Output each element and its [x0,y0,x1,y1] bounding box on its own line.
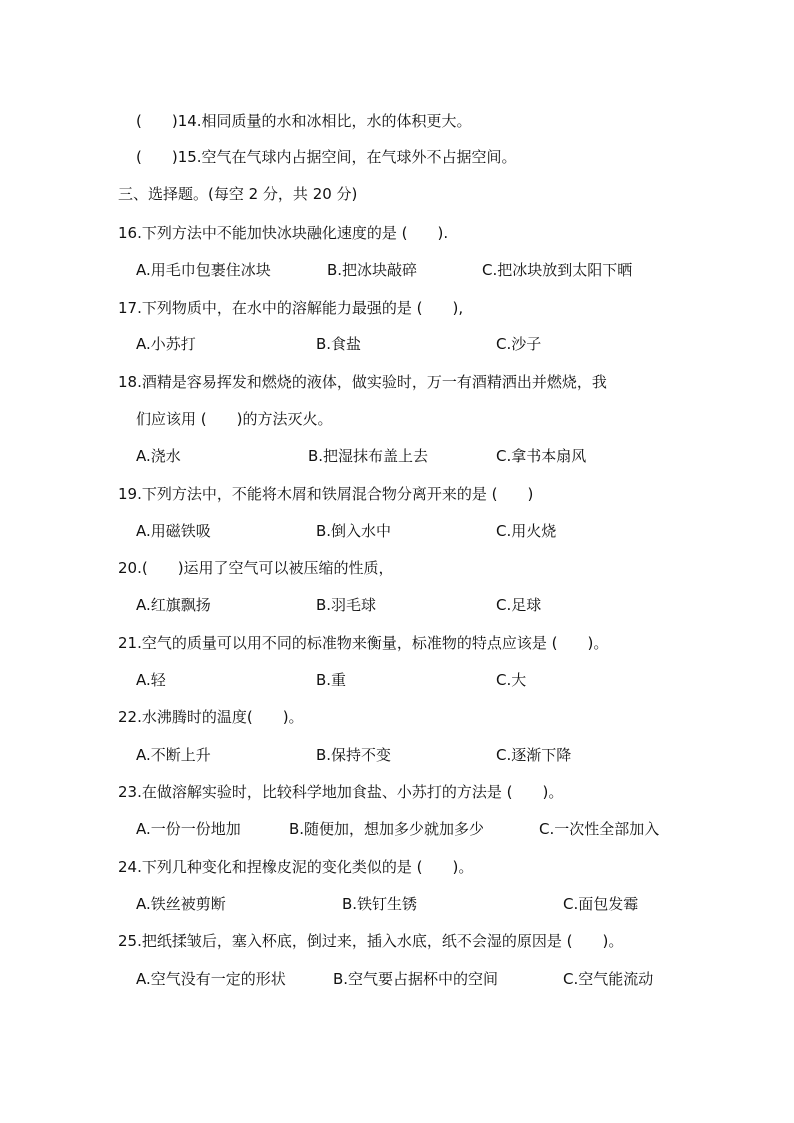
option-a: A.用毛巾包裹住冰块 [136,261,271,279]
option-a: A.一份一份地加 [136,820,241,838]
question-18-stem-line2: 们应该用 ( )的方法灭火。 [136,410,333,428]
question-25-options [0,969,794,989]
option-a: A.不断上升 [136,746,211,764]
question-22-options [0,745,794,765]
question-19-options [0,521,794,541]
option-b: B.食盐 [316,335,362,353]
option-a: A.空气没有一定的形状 [136,970,286,988]
option-c: C.用火烧 [496,522,557,540]
question-18-options [0,446,794,466]
option-b: B.把冰块敲碎 [327,261,418,279]
option-b: B.空气要占据杯中的空间 [333,970,499,988]
question-23-options [0,819,794,839]
option-b: B.重 [316,671,347,689]
option-c: C.把冰块放到太阳下晒 [482,261,633,279]
option-b: B.保持不变 [316,746,392,764]
option-b: B.羽毛球 [316,596,377,614]
option-b: B.随便加，想加多少就加多少 [289,820,485,838]
question-17-options [0,334,794,354]
question-19-stem: 19.下列方法中，不能将木屑和铁屑混合物分离开来的是 ( ) [118,485,534,503]
true-false-item-15: ( )15.空气在气球内占据空间，在气球外不占据空间。 [136,148,517,166]
option-b: B.倒入水中 [316,522,392,540]
option-a: A.用磁铁吸 [136,522,211,540]
option-c: C.拿书本扇风 [496,447,587,465]
option-c: C.逐渐下降 [496,746,572,764]
option-a: A.红旗飘扬 [136,596,211,614]
option-c: C.空气能流动 [563,970,654,988]
option-c: C.面包发霉 [563,895,639,913]
question-20-options [0,595,794,615]
question-21-options [0,670,794,690]
question-24-stem: 24.下列几种变化和捏橡皮泥的变化类似的是 ( )。 [118,858,474,876]
question-18-stem-line1: 18.酒精是容易挥发和燃烧的液体，做实验时，万一有酒精洒出并燃烧，我 [118,373,607,391]
question-20-stem: 20.( )运用了空气可以被压缩的性质， [118,559,394,577]
option-c: C.一次性全部加入 [539,820,660,838]
question-21-stem: 21.空气的质量可以用不同的标准物来衡量，标准物的特点应该是 ( )。 [118,634,609,652]
section-title: 三、选择题。(每空 2 分，共 20 分) [118,185,358,203]
question-17-stem: 17.下列物质中，在水中的溶解能力最强的是 ( ), [118,299,464,317]
question-16-options [0,260,794,280]
option-a: A.浇水 [136,447,181,465]
question-23-stem: 23.在做溶解实验时，比较科学地加食盐、小苏打的方法是 ( )。 [118,783,564,801]
option-a: A.小苏打 [136,335,196,353]
option-a: A.铁丝被剪断 [136,895,226,913]
option-c: C.大 [496,671,527,689]
option-c: C.沙子 [496,335,542,353]
option-c: C.足球 [496,596,542,614]
option-b: B.铁钉生锈 [342,895,418,913]
question-25-stem: 25.把纸揉皱后，塞入杯底，倒过来，插入水底，纸不会湿的原因是 ( )。 [118,932,624,950]
true-false-item-14: ( )14.相同质量的水和冰相比，水的体积更大。 [136,112,472,130]
question-22-stem: 22.水沸腾时的温度( )。 [118,708,304,726]
question-16-stem: 16.下列方法中不能加快冰块融化速度的是 ( ). [118,224,449,242]
option-a: A.轻 [136,671,166,689]
option-b: B.把湿抹布盖上去 [308,447,429,465]
question-24-options [0,894,794,914]
